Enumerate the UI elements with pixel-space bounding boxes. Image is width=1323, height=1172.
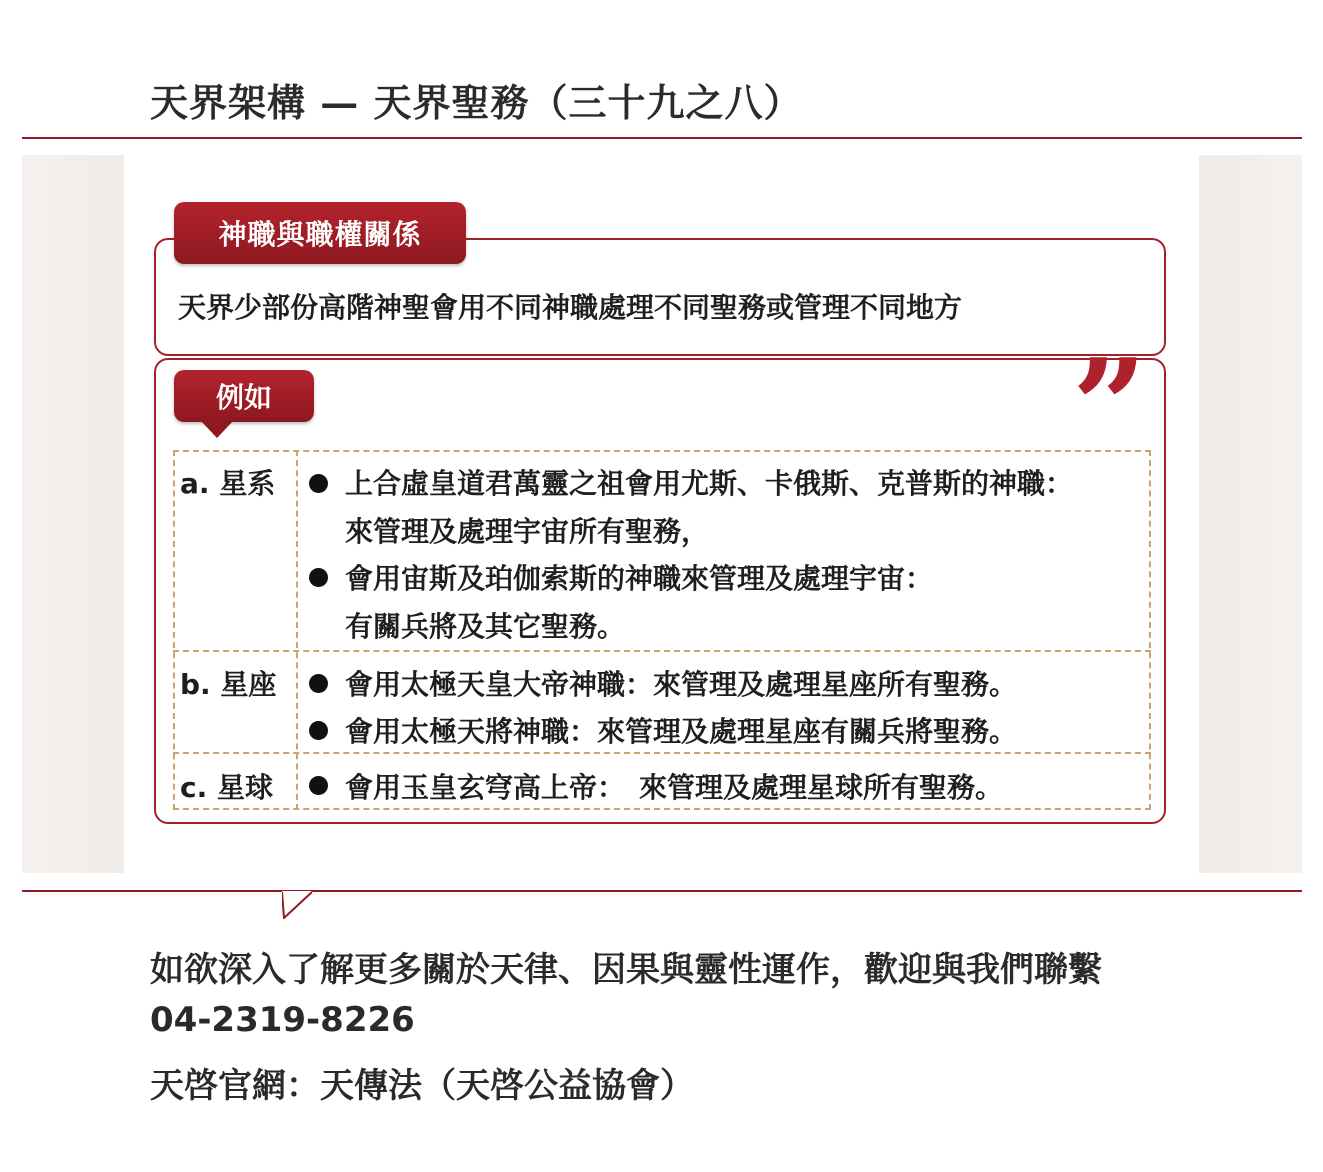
list-item: 會用太極天將神職：來管理及處理星座有關兵將聖務。 [345, 715, 1018, 748]
bullet-icon [309, 721, 328, 740]
bullet-icon [309, 776, 328, 795]
examples-tab: 例如 [174, 370, 314, 422]
relationship-statement: 天界少部份高階神聖會用不同神職處理不同聖務或管理不同地方 [178, 291, 963, 324]
row-divider [173, 752, 1151, 754]
list-item: 會用太極天皇大帝神職：來管理及處理星座所有聖務。 [345, 668, 1018, 701]
bottom-divider [22, 890, 1302, 892]
list-item: 會用玉皇玄穹高上帝： 來管理及處理星球所有聖務。 [345, 771, 1004, 804]
category-constellation: b. 星座 [180, 668, 277, 701]
list-item-continuation: 來管理及處理宇宙所有聖務， [345, 515, 710, 548]
bullet-icon [309, 674, 328, 693]
contact-phone[interactable]: 04-2319-8226 [150, 1000, 415, 1040]
contact-invitation: 如欲深入了解更多關於天律、因果與靈性運作，歡迎與我們聯繫 [150, 950, 1102, 990]
relationship-tab: 神職與職權關係 [174, 202, 466, 264]
list-item-continuation: 有關兵將及其它聖務。 [345, 610, 626, 643]
examples-tab-pointer [200, 420, 234, 438]
official-website[interactable]: 天啓官網：天傳法（天啓公益協會） [150, 1066, 694, 1106]
category-galaxy: a. 星系 [180, 467, 276, 500]
category-planet: c. 星球 [180, 771, 273, 804]
bullet-icon [309, 474, 328, 493]
bullet-icon [309, 568, 328, 587]
divider-pointer [282, 891, 312, 919]
page-title: 天界架構 — 天界聖務（三十九之八） [150, 80, 803, 125]
top-divider [22, 137, 1302, 139]
list-item: 會用宙斯及珀伽索斯的神職來管理及處理宇宙： [345, 562, 934, 595]
column-divider [296, 450, 298, 810]
right-side-panel [1199, 155, 1302, 873]
quote-icon: ” [1072, 330, 1147, 483]
left-side-panel [22, 155, 124, 873]
list-item: 上合虛皇道君萬靈之祖會用尤斯、卡俄斯、克普斯的神職： [345, 467, 1074, 500]
row-divider [173, 650, 1151, 652]
examples-table [173, 450, 1151, 810]
